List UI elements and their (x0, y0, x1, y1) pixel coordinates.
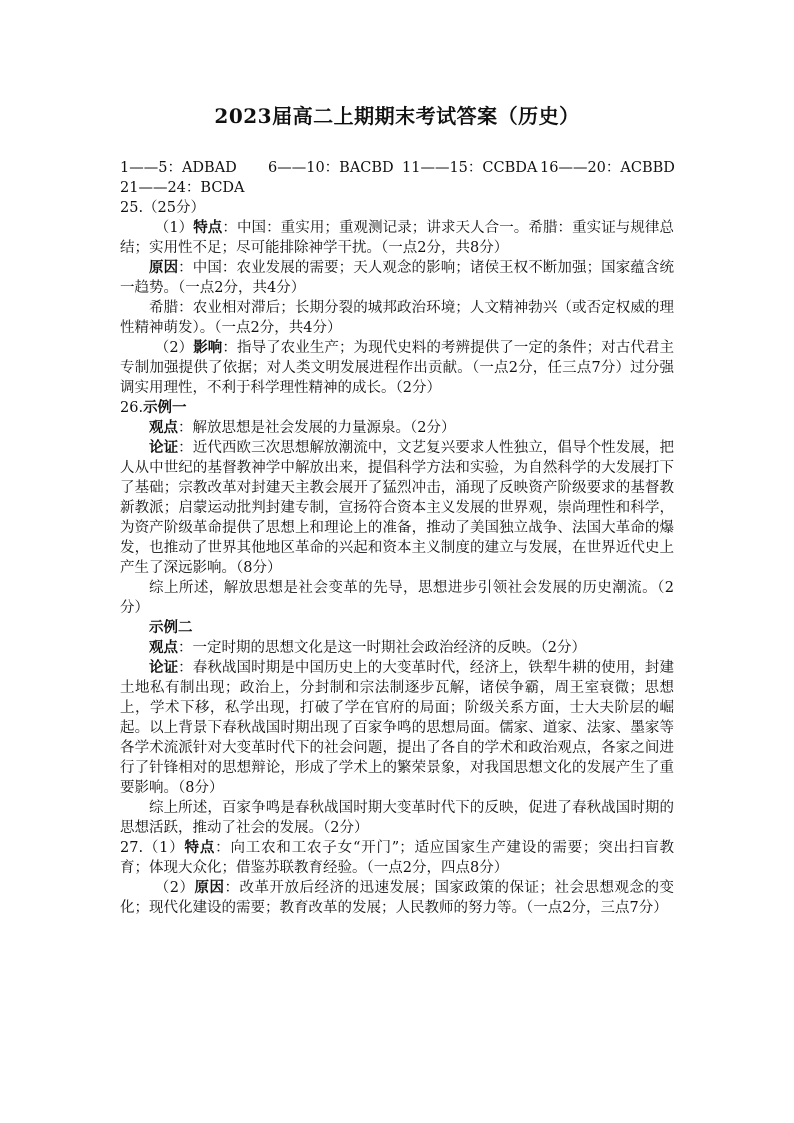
answer-content (120, 158, 674, 918)
page-title: 2023届高二上期期末考试答案（历史） (214, 104, 580, 128)
q26-ex1-summary: 综上所述，解放思想是社会变革的先导，思想进步引领社会发展的历史潮流。（2分） (120, 580, 674, 616)
q25-greece-reason: 希腊：农业相对滞后；长期分裂的城邦政治环境；人文精神勃兴（或否定权威的理性精神萌发）。（一点2分，共4分） (120, 300, 674, 336)
q26-ex2-arg-label: 论证 (149, 659, 179, 676)
q25-reason-label: 原因 (149, 259, 179, 276)
q26-example2-label: 示例二 (149, 619, 193, 636)
q27-part2-text: ：改革开放后经济的迅速发展；国家政策的保证；社会思想观念的变化；现代化建设的需要；教育改革的发展；人民教师的努力等。（一点2分，三点7分） (120, 880, 675, 916)
q25-header: 25.（25分） (120, 200, 206, 216)
q25-part1-number: （1） (154, 220, 194, 236)
q25-reason (120, 258, 674, 298)
q27-part1-label: 特点 (184, 839, 216, 856)
q26-example1-label: 示例一 (143, 399, 187, 416)
mcq-answers-row (120, 158, 674, 178)
q26-ex1-argument (120, 438, 674, 578)
q27-part2-number: （2） (154, 880, 195, 896)
q27-part2 (120, 878, 674, 918)
q26-header (120, 398, 674, 418)
q26-ex2-view-label: 观点 (149, 639, 178, 656)
q26-ex1-view-text: ：解放思想是社会发展的力量源泉。（2分） (178, 420, 456, 436)
mcq-answer-1-5: 1——5：ADBAD (120, 160, 237, 176)
q26-ex1-arg-label: 论证 (149, 439, 179, 456)
mcq-answer-6-10: 6——10：BACBD (268, 160, 394, 176)
q27-part1-number: 27.（1） (120, 840, 185, 856)
q26-ex2-summary: 综上所述，百家争鸣是春秋战国时期大变革时代下的反映，促进了春秋战国时期的思想活跃，推动了社会的发展。（2分） (120, 800, 674, 836)
q26-ex1-view (120, 418, 674, 438)
mcq-answer-16-20: 16——20：ACBBD (540, 160, 675, 176)
q27-part1 (120, 838, 674, 878)
q26-example2-header (120, 618, 674, 638)
q27-part1-text: ：向工农和工农子女“开门”；适应国家生产建设的需要；突出扫盲教育；体现大众化；借鉴苏联教育经验。（一点2分，四点8分） (120, 840, 674, 876)
q26-ex1-arg-text: ：近代西欧三次思想解放潮流中，文艺复兴要求人性独立，倡导个性发展，把人从中世纪的基督教神学中解放出来，提倡科学方法和实验，为自然科学的大发展打下了基础；宗教改革对封建天主教会展开了猛烈冲击，涌现了反映资产阶级要求的基督教新教派；启蒙运动批判封建专制，宣扬符合资本主义发展的世界观，崇尚理性和科学，为资产阶级革命提供了思想上和理论上的准备，推动了美国独立战争、法国大革命的爆发，也推动了世界其他地区革命的兴起和资本主义制度的建立与发展，在世界近代史上产生了深远影响。（8分） (120, 440, 674, 576)
q26-ex1-view-label: 观点 (149, 419, 178, 436)
q25-part2-text: ：指导了农业生产；为现代史料的考辨提供了一定的条件；对古代君主专制加强提供了依据；对人类文明发展进程作出贡献。（一点2分，任三点7分）过分强调实用理性，不利于科学理性精神的成长。（2分） (120, 340, 675, 396)
q25-reason-text: ：中国：农业发展的需要；天人观念的影响；诸侯王权不断加强；国家蕴含统一趋势。（一点2分，共4分） (120, 260, 674, 296)
mcq-answer-11-15: 11——15：CCBDA (402, 160, 538, 176)
q25-part2-label: 影响 (193, 339, 223, 356)
q25-part2 (120, 338, 674, 398)
q25-part2-number: （2） (154, 340, 194, 356)
mcq-answer-21-24: 21——24：BCDA (120, 180, 245, 196)
q25-part1 (120, 218, 674, 258)
q26-ex2-view-text: ：一定时期的思想文化是这一时期社会政治经济的反映。（2分） (178, 640, 586, 656)
q26-ex2-view (120, 638, 674, 658)
q26-ex2-argument (120, 658, 674, 798)
q25-part1-text: ：中国：重实用；重观测记录；讲求天人合一。希腊：重实证与规律总结；实用性不足；尽可能排除神学干扰。（一点2分，共8分） (120, 220, 675, 256)
q25-part1-label: 特点 (193, 219, 223, 236)
q26-ex2-arg-text: ：春秋战国时期是中国历史上的大变革时代，经济上，铁犁牛耕的使用，封建土地私有制出现；政治上，分封制和宗法制逐步瓦解，诸侯争霸，周王室衰微；思想上，学术下移，私学出现，打破了学在官府的局面；阶级关系方面，士大夫阶层的崛起。以上背景下春秋战国时期出现了百家争鸣的思想局面。儒家、道家、法家、墨家等各学术流派针对大变革时代下的社会问题，提出了各自的学术和政治观点，各家之间进行了针锋相对的思想辩论，形成了学术上的繁荣景象，对我国思想文化的发展产生了重要影响。（8分） (120, 660, 674, 796)
q26-number: 26. (120, 400, 144, 416)
q27-part2-label: 原因 (194, 879, 225, 896)
